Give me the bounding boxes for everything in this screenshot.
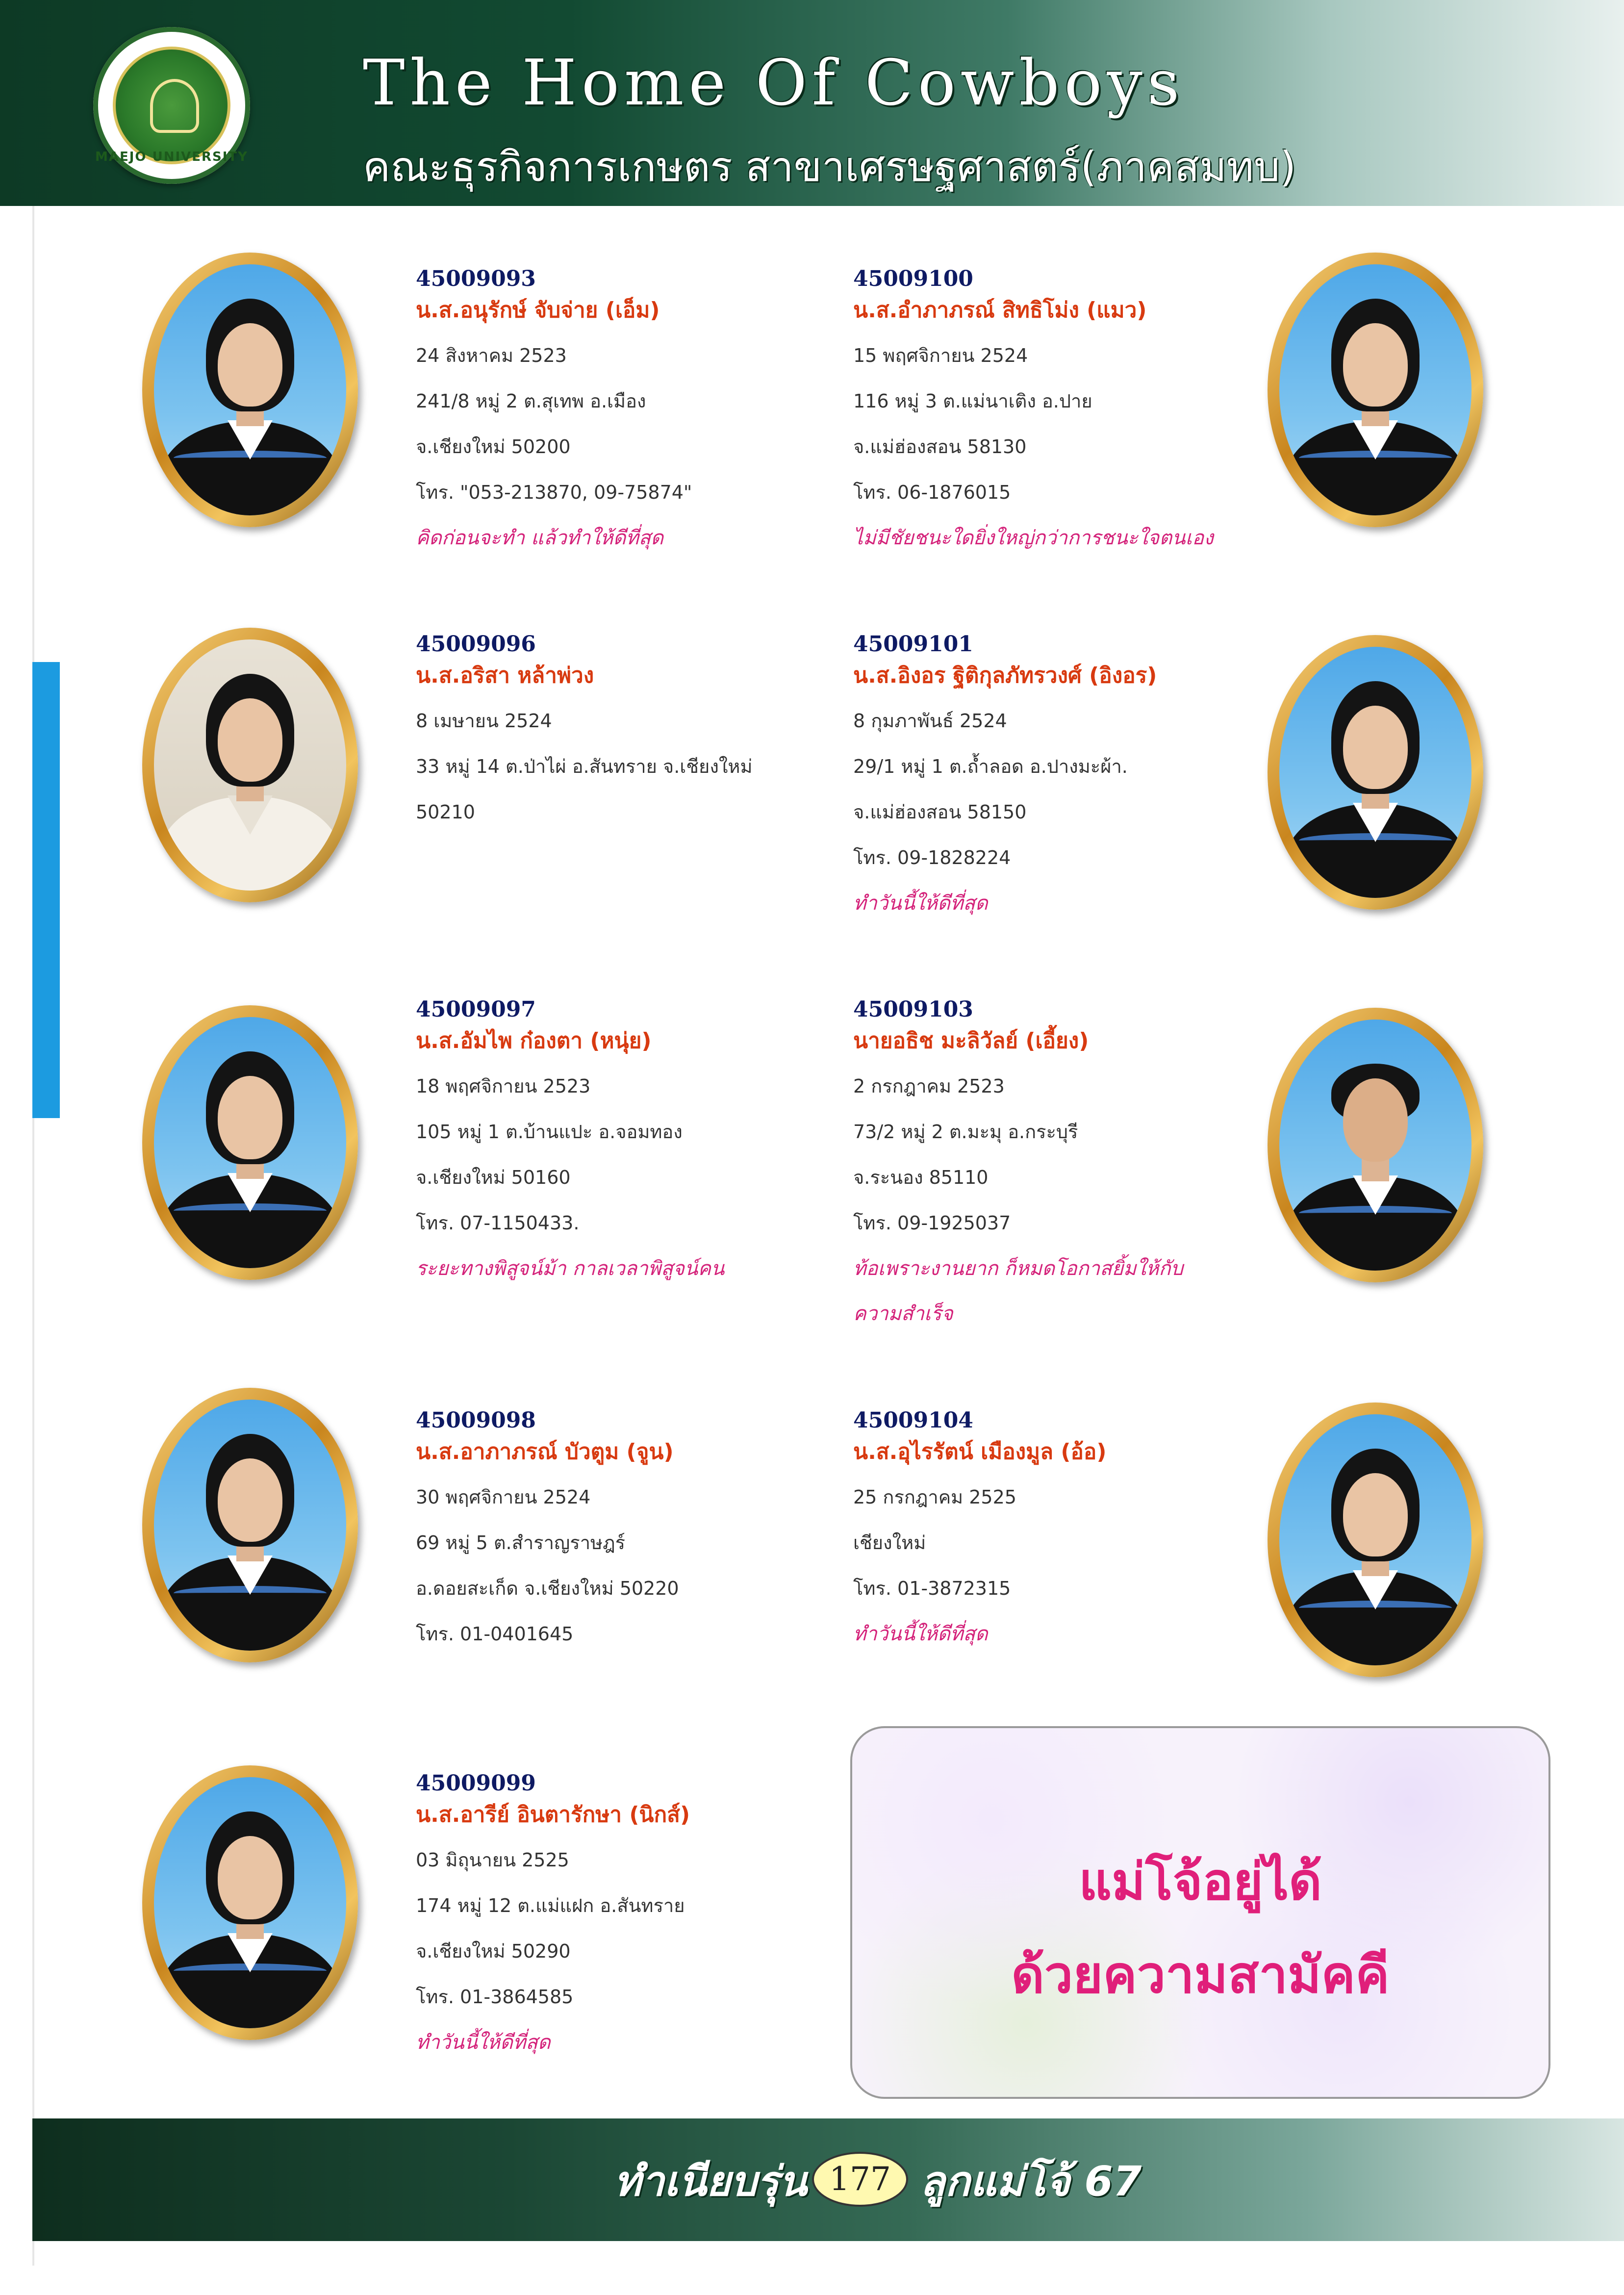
page-title: The Home Of Cowboys <box>363 47 1185 120</box>
address-line: 50210 <box>416 801 475 823</box>
slogan-line: แม่โจ้อยู่ได้ <box>1079 1852 1322 1912</box>
address-line: 105 หมู่ 1 ต.บ้านแปะ อ.จอมทอง <box>416 1121 683 1143</box>
student-photo <box>142 253 358 527</box>
student-photo <box>1268 1008 1483 1282</box>
birth-date: 24 สิงหาคม 2523 <box>416 345 567 366</box>
page-footer <box>32 2118 1624 2241</box>
birth-date: 18 พฤศจิกายน 2523 <box>416 1075 591 1097</box>
birth-date: 30 พฤศจิกายน 2524 <box>416 1486 591 1508</box>
address-line: 33 หมู่ 14 ต.ป่าไผ่ อ.สันทราย จ.เชียงใหม่ <box>416 756 753 777</box>
address-line: เชียงใหม่ <box>853 1532 926 1554</box>
student-photo <box>142 1005 358 1280</box>
address-line: จ.แม่ฮ่องสอน 58130 <box>853 436 1027 458</box>
portrait-image <box>1279 1414 1472 1665</box>
university-seal-logo <box>93 27 250 184</box>
motto: ทำวันนี้ให้ดีที่สุด <box>853 892 988 915</box>
student-photo <box>142 628 358 902</box>
phone-line: โทร. 01-0401645 <box>416 1623 574 1645</box>
student-name: น.ส.อัมไพ ก๋องตา (หนุ่ย) <box>416 1028 652 1053</box>
portrait-image <box>1279 1020 1472 1271</box>
address-line: 241/8 หมู่ 2 ต.สุเทพ อ.เมือง <box>416 390 646 412</box>
student-id: 45009103 <box>853 997 973 1022</box>
student-name: น.ส.อาภาภรณ์ บัวตูม (จูน) <box>416 1439 674 1464</box>
slogan-line: ด้วยความสามัคคี <box>1011 1945 1390 2005</box>
phone-line: โทร. 01-3872315 <box>853 1578 1011 1599</box>
phone-line: โทร. 06-1876015 <box>853 482 1011 503</box>
phone-line: โทร. "053-213870, 09-75874" <box>416 482 692 503</box>
footer-class-label: ลูกแม่โจ้ 67 <box>920 2157 1142 2205</box>
address-line: จ.เชียงใหม่ 50160 <box>416 1167 571 1188</box>
phone-line: โทร. 09-1828224 <box>853 847 1011 868</box>
student-photo <box>1268 253 1483 527</box>
address-line: จ.แม่ฮ่องสอน 58150 <box>853 801 1027 823</box>
address-line: จ.เชียงใหม่ 50200 <box>416 436 571 458</box>
address-line: จ.ระนอง 85110 <box>853 1167 989 1188</box>
student-photo <box>142 1765 358 2040</box>
address-line: 69 หมู่ 5 ต.สำราญราษฎร์ <box>416 1532 625 1554</box>
portrait-image <box>154 639 346 891</box>
page-margin-line <box>32 206 34 2266</box>
seal-crest-icon <box>150 79 199 133</box>
address-line: 29/1 หมู่ 1 ต.ถ้ำลอด อ.ปางมะผ้า. <box>853 756 1128 777</box>
page-number: 177 <box>812 2152 908 2207</box>
motto: ระยะทางพิสูจน์ม้า กาลเวลาพิสูจน์คน <box>416 1257 725 1280</box>
address-line: 73/2 หมู่ 2 ต.มะมุ อ.กระบุรี <box>853 1121 1078 1143</box>
motto: ไม่มีชัยชนะใดยิ่งใหญ่กว่าการชนะใจตนเอง <box>853 527 1214 549</box>
student-photo <box>1268 1402 1483 1677</box>
address-line: 174 หมู่ 12 ต.แม่แฝก อ.สันทราย <box>416 1895 685 1916</box>
portrait-image <box>154 1400 346 1651</box>
student-name: น.ส.อารีย์ อินตารักษา (นิกส์) <box>416 1802 690 1827</box>
motto: ความสำเร็จ <box>853 1302 953 1325</box>
side-accent-bar <box>32 662 60 1118</box>
portrait-image <box>154 1777 346 2028</box>
phone-line: โทร. 07-1150433. <box>416 1212 580 1234</box>
student-id: 45009101 <box>853 632 973 657</box>
page-header <box>0 0 1624 206</box>
student-entry <box>416 995 906 1284</box>
motto: ทำวันนี้ให้ดีที่สุด <box>416 2031 551 2054</box>
student-name: น.ส.อำภาภรณ์ สิทธิโม่ง (แมว) <box>853 298 1147 323</box>
birth-date: 8 เมษายน 2524 <box>416 710 552 732</box>
birth-date: 25 กรกฎาคม 2525 <box>853 1486 1016 1508</box>
phone-line: โทร. 09-1925037 <box>853 1212 1011 1234</box>
student-id: 45009104 <box>853 1408 973 1433</box>
birth-date: 2 กรกฎาคม 2523 <box>853 1075 1005 1097</box>
student-id: 45009096 <box>416 632 536 657</box>
seal-emblem <box>113 47 230 164</box>
student-entry <box>416 1406 906 1664</box>
slogan-box <box>850 1726 1550 2099</box>
student-entry <box>416 1769 906 2058</box>
student-name: นายอธิช มะลิวัลย์ (เอี้ยง) <box>853 1028 1089 1053</box>
student-name: น.ส.อุไรรัตน์ เมืองมูล (อ้อ) <box>853 1439 1107 1464</box>
student-photo <box>142 1388 358 1662</box>
seal-text: MAEJO UNIVERSITY <box>95 150 248 164</box>
portrait-image <box>1279 264 1472 515</box>
portrait-image <box>154 264 346 515</box>
student-id: 45009098 <box>416 1408 536 1433</box>
student-id: 45009097 <box>416 997 536 1022</box>
birth-date: 8 กุมภาพันธ์ 2524 <box>853 710 1007 732</box>
address-line: จ.เชียงใหม่ 50290 <box>416 1940 571 1962</box>
student-entry <box>416 630 906 842</box>
student-entry <box>416 265 906 553</box>
motto: ท้อเพราะงานยาก ก็หมดโอกาสยิ้มให้กับ <box>853 1257 1183 1280</box>
birth-date: 03 มิถุนายน 2525 <box>416 1849 569 1871</box>
student-name: น.ส.อนุรักษ์ จับจ่าย (เอ็ม) <box>416 298 660 323</box>
portrait-image <box>1279 647 1472 898</box>
motto: ทำวันนี้ให้ดีที่สุด <box>853 1623 988 1645</box>
footer-book-title: ทำเนียบรุ่น <box>614 2157 807 2205</box>
page-subtitle: คณะธุรกิจการเกษตร สาขาเศรษฐศาสตร์(ภาคสมทบ) <box>363 143 1296 191</box>
student-photo <box>1268 635 1483 910</box>
address-line: อ.ดอยสะเก็ด จ.เชียงใหม่ 50220 <box>416 1578 679 1599</box>
student-name: น.ส.อริสา หล้าพ่วง <box>416 663 594 688</box>
portrait-image <box>154 1017 346 1268</box>
birth-date: 15 พฤศจิกายน 2524 <box>853 345 1028 366</box>
address-line: 116 หมู่ 3 ต.แม่นาเติง อ.ปาย <box>853 390 1092 412</box>
student-name: น.ส.อิงอร ฐิติกุลภัทรวงศ์ (อิงอร) <box>853 663 1157 688</box>
motto: คิดก่อนจะทำ แล้วทำให้ดีที่สุด <box>416 527 663 549</box>
student-id: 45009100 <box>853 266 973 291</box>
student-id: 45009099 <box>416 1771 536 1796</box>
student-id: 45009093 <box>416 266 536 291</box>
phone-line: โทร. 01-3864585 <box>416 1986 574 2008</box>
